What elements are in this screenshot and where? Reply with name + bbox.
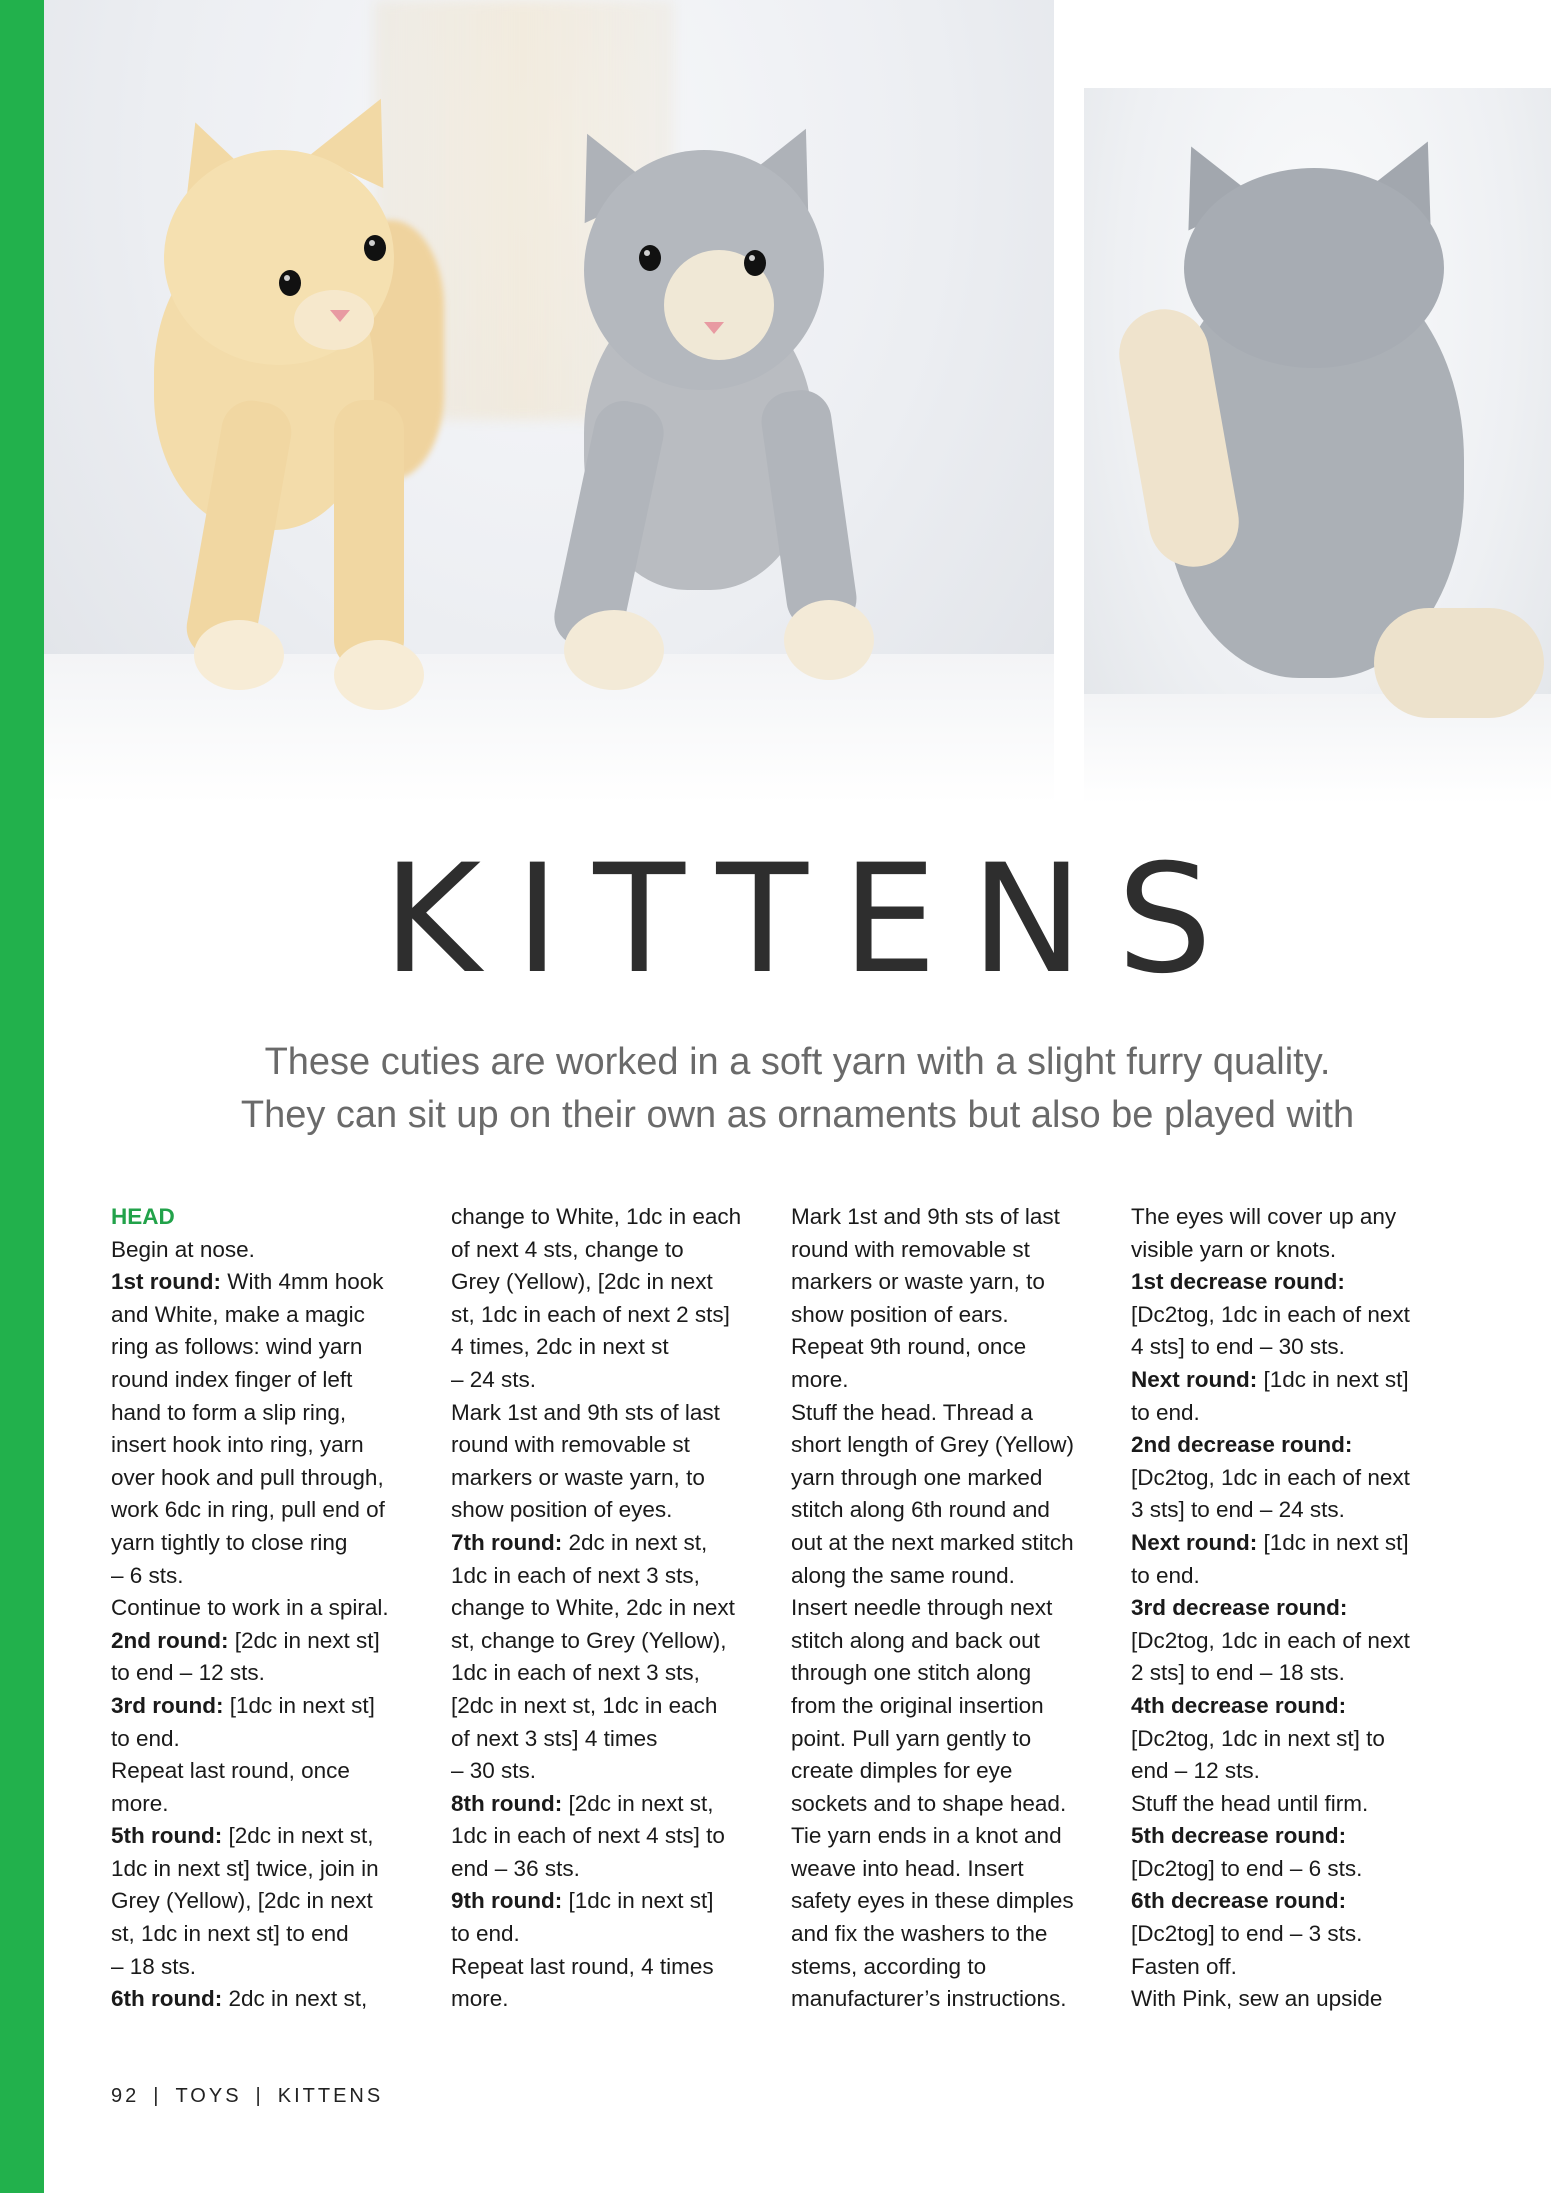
text-line: [451, 1625, 771, 1658]
text-line: [451, 1723, 771, 1756]
text-column-1: [111, 1201, 431, 2016]
instruction-text: from the original insertion: [791, 1692, 1044, 1718]
text-line: [111, 1657, 431, 1690]
instruction-text: manufacturer’s instructions.: [791, 1986, 1067, 2012]
text-line: [451, 1657, 771, 1690]
text-line: [451, 1201, 771, 1234]
text-line: [1131, 1690, 1451, 1723]
text-line: [1131, 1983, 1451, 2016]
round-label: 1st decrease round:: [1131, 1269, 1345, 1295]
instruction-text: change to White, 1dc in each: [451, 1204, 742, 1229]
round-label: 1st round:: [111, 1269, 221, 1295]
text-line: [111, 1592, 431, 1625]
instruction-text: 1dc in each of next 3 sts,: [451, 1660, 700, 1686]
instruction-text: st, 1dc in each of next 2 sts]: [451, 1301, 730, 1327]
text-line: [111, 1331, 431, 1364]
instruction-text: round with removable st: [451, 1432, 690, 1458]
text-line: [791, 1364, 1111, 1397]
text-line: [1131, 1462, 1451, 1495]
text-line: [451, 1820, 771, 1853]
text-line: [111, 1918, 431, 1951]
text-line: [1131, 1592, 1451, 1625]
instruction-text: to end.: [451, 1921, 520, 1947]
instruction-text: more.: [451, 1986, 509, 2012]
footer-article: KITTENS: [277, 2085, 384, 2107]
instruction-text: – 6 sts.: [111, 1562, 184, 1588]
yellow-kitten-toy: [134, 0, 494, 720]
instruction-text: Continue to work in a spiral.: [111, 1595, 389, 1621]
text-column-4: [1131, 1201, 1451, 2016]
instruction-text: hand to form a slip ring,: [111, 1399, 347, 1425]
text-line: [111, 1364, 431, 1397]
text-line: [451, 1462, 771, 1495]
text-line: [111, 1462, 431, 1495]
instruction-text: along the same round.: [791, 1562, 1015, 1588]
instruction-text: Grey (Yellow), [2dc in next: [451, 1269, 713, 1295]
page-footer: [111, 2085, 383, 2108]
instruction-text: visible yarn or knots.: [1131, 1236, 1337, 1262]
text-line: [1131, 1853, 1451, 1886]
subtitle-line-1: These cuties are worked in a soft yarn with a slight furry quality.: [264, 1041, 1331, 1083]
round-label: 4th decrease round:: [1131, 1692, 1347, 1718]
instruction-text: end – 12 sts.: [1131, 1758, 1260, 1784]
text-line: [1131, 1885, 1451, 1918]
text-line: [1131, 1494, 1451, 1527]
round-label: 8th round:: [451, 1790, 563, 1816]
instruction-text: Mark 1st and 9th sts of last: [791, 1204, 1060, 1229]
instruction-text: – 18 sts.: [111, 1953, 197, 1979]
text-line: [451, 1234, 771, 1267]
text-line: [451, 1560, 771, 1593]
photo-two-kittens: [44, 0, 1054, 804]
instruction-text: round index finger of left: [111, 1366, 353, 1392]
round-label: 3rd round:: [111, 1692, 224, 1718]
instruction-text: 1dc in next st] twice, join in: [111, 1855, 379, 1881]
instruction-text: point. Pull yarn gently to: [791, 1725, 1032, 1751]
text-line: [451, 1494, 771, 1527]
text-column-2: [451, 1201, 771, 2016]
text-line: [111, 1755, 431, 1788]
text-line: [1131, 1951, 1451, 1984]
text-line: [111, 1429, 431, 1462]
instruction-text: stitch along and back out: [791, 1627, 1040, 1653]
text-line: [111, 1853, 431, 1886]
instruction-text: round with removable st: [791, 1236, 1030, 1262]
instruction-text: [Dc2tog] to end – 3 sts.: [1131, 1921, 1363, 1947]
instruction-text: 4 sts] to end – 30 sts.: [1131, 1334, 1345, 1360]
instruction-text: [Dc2tog] to end – 6 sts.: [1131, 1855, 1363, 1881]
instruction-text: 2dc in next st,: [562, 1529, 708, 1555]
text-line: [791, 1527, 1111, 1560]
text-line: [111, 1983, 431, 2016]
instruction-text: Begin at nose.: [111, 1236, 255, 1262]
instruction-text: – 30 sts.: [451, 1758, 537, 1784]
round-label: 9th round:: [451, 1888, 563, 1914]
text-line: [1131, 1625, 1451, 1658]
text-line: [1131, 1266, 1451, 1299]
text-line: [1131, 1364, 1451, 1397]
instruction-text: markers or waste yarn, to: [791, 1269, 1045, 1295]
text-line: [791, 1592, 1111, 1625]
text-line: [111, 1494, 431, 1527]
instruction-text: Tie yarn ends in a knot and: [791, 1823, 1062, 1849]
text-line: [111, 1527, 431, 1560]
instruction-text: change to White, 2dc in next: [451, 1595, 735, 1621]
text-line: [451, 1364, 771, 1397]
text-line: [451, 1266, 771, 1299]
instruction-text: to end – 12 sts.: [111, 1660, 265, 1686]
text-line: [451, 1951, 771, 1984]
text-line: [1131, 1299, 1451, 1332]
text-line: [451, 1788, 771, 1821]
footer-separator: |: [153, 2085, 162, 2107]
instruction-text: [1dc in next st]: [223, 1692, 375, 1718]
instruction-text: stems, according to: [791, 1953, 987, 1979]
text-line: [1131, 1201, 1451, 1234]
text-line: [111, 1788, 431, 1821]
text-line: [1131, 1429, 1451, 1462]
instruction-text: more.: [111, 1790, 169, 1816]
text-line: [1131, 1331, 1451, 1364]
text-line: [791, 1494, 1111, 1527]
round-label: 2nd round:: [111, 1627, 229, 1653]
text-line: [791, 1429, 1111, 1462]
green-edge-strip: [0, 0, 44, 2193]
instruction-text: to end.: [1131, 1562, 1200, 1588]
instruction-text: stitch along 6th round and: [791, 1497, 1050, 1523]
text-line: [111, 1560, 431, 1593]
text-line: [451, 1299, 771, 1332]
text-line: [111, 1690, 431, 1723]
instruction-text: more.: [791, 1366, 849, 1392]
instruction-text: [Dc2tog, 1dc in next st] to: [1131, 1725, 1385, 1751]
round-label: 5th decrease round:: [1131, 1823, 1347, 1849]
instruction-text: 1dc in each of next 4 sts] to: [451, 1823, 725, 1849]
text-line: [111, 1625, 431, 1658]
text-line: [111, 1951, 431, 1984]
text-line: [1131, 1234, 1451, 1267]
instruction-text: st, change to Grey (Yellow),: [451, 1627, 727, 1653]
round-label: Next round:: [1131, 1529, 1258, 1555]
text-line: [111, 1820, 431, 1853]
text-line: [791, 1788, 1111, 1821]
text-line: [451, 1527, 771, 1560]
instruction-text: create dimples for eye: [791, 1758, 1013, 1784]
text-line: [791, 1755, 1111, 1788]
instruction-text: end – 36 sts.: [451, 1855, 580, 1881]
text-line: [111, 1234, 431, 1267]
instruction-text: Grey (Yellow), [2dc in next: [111, 1888, 373, 1914]
text-line: [111, 1266, 431, 1299]
instruction-text: Insert needle through next: [791, 1595, 1053, 1621]
text-line: [791, 1723, 1111, 1756]
instruction-text: weave into head. Insert: [791, 1855, 1024, 1881]
text-line: [1131, 1657, 1451, 1690]
text-line: [791, 1266, 1111, 1299]
instruction-text: Mark 1st and 9th sts of last: [451, 1399, 720, 1425]
instruction-text: – 24 sts.: [451, 1366, 537, 1392]
text-line: [111, 1885, 431, 1918]
text-line: [451, 1885, 771, 1918]
instruction-text: [1dc in next st]: [1257, 1529, 1409, 1555]
text-line: [451, 1918, 771, 1951]
instruction-text: Repeat last round, once: [111, 1758, 350, 1784]
text-line: [791, 1690, 1111, 1723]
text-line: [111, 1201, 431, 1234]
instruction-text: markers or waste yarn, to: [451, 1464, 705, 1490]
instruction-text: Repeat last round, 4 times: [451, 1953, 714, 1979]
instruction-text: 3 sts] to end – 24 sts.: [1131, 1497, 1345, 1523]
instruction-text: of next 3 sts] 4 times: [451, 1725, 658, 1751]
text-line: [791, 1951, 1111, 1984]
footer-separator: |: [255, 2085, 264, 2107]
instruction-text: work 6dc in ring, pull end of: [111, 1497, 385, 1523]
text-line: [791, 1331, 1111, 1364]
instruction-text: over hook and pull through,: [111, 1464, 384, 1490]
text-line: [791, 1201, 1111, 1234]
text-line: [451, 1853, 771, 1886]
text-line: [791, 1918, 1111, 1951]
text-line: [451, 1592, 771, 1625]
page-title: KITTENS: [382, 833, 1247, 1007]
photo-kitten-back-view: [1084, 88, 1551, 804]
text-line: [451, 1690, 771, 1723]
round-label: Next round:: [1131, 1366, 1258, 1392]
instruction-text: [2dc in next st]: [228, 1627, 380, 1653]
instruction-text: 4 times, 2dc in next st: [451, 1334, 669, 1360]
instruction-text: out at the next marked stitch: [791, 1529, 1074, 1555]
round-label: 3rd decrease round:: [1131, 1595, 1348, 1621]
text-line: [451, 1331, 771, 1364]
grey-kitten-back-toy: [1084, 88, 1551, 804]
text-line: [1131, 1788, 1451, 1821]
text-line: [1131, 1918, 1451, 1951]
instruction-text: safety eyes in these dimples: [791, 1888, 1074, 1914]
instruction-text: through one stitch along: [791, 1660, 1032, 1686]
instruction-text: insert hook into ring, yarn: [111, 1432, 364, 1458]
instruction-text: 1dc in each of next 3 sts,: [451, 1562, 700, 1588]
text-line: [791, 1983, 1111, 2016]
round-label: 5th round:: [111, 1823, 223, 1849]
instruction-text: yarn tightly to close ring: [111, 1529, 348, 1555]
instruction-text: Fasten off.: [1131, 1953, 1237, 1979]
round-label: 6th decrease round:: [1131, 1888, 1347, 1914]
text-line: [451, 1397, 771, 1430]
text-line: [1131, 1527, 1451, 1560]
text-line: [791, 1885, 1111, 1918]
text-line: [1131, 1397, 1451, 1430]
text-line: [791, 1853, 1111, 1886]
text-line: [791, 1820, 1111, 1853]
instruction-text: Repeat 9th round, once: [791, 1334, 1027, 1360]
instruction-text: of next 4 sts, change to: [451, 1236, 684, 1262]
text-line: [791, 1397, 1111, 1430]
footer-section: TOYS: [175, 2085, 242, 2107]
instruction-text: yarn through one marked: [791, 1464, 1043, 1490]
text-line: [791, 1234, 1111, 1267]
instruction-text: short length of Grey (Yellow): [791, 1432, 1075, 1458]
text-line: [1131, 1755, 1451, 1788]
text-column-3: [791, 1201, 1111, 2016]
instruction-text: With 4mm hook: [221, 1269, 384, 1295]
instruction-text: With Pink, sew an upside: [1131, 1986, 1383, 2012]
text-line: [791, 1299, 1111, 1332]
instruction-text: 2dc in next st,: [222, 1986, 368, 2012]
text-line: [791, 1625, 1111, 1658]
instruction-text: st, 1dc in next st] to end: [111, 1921, 349, 1947]
instruction-text: to end.: [111, 1725, 180, 1751]
text-line: [111, 1299, 431, 1332]
instruction-text: [2dc in next st,: [222, 1823, 374, 1849]
text-line: [1131, 1560, 1451, 1593]
instruction-text: show position of ears.: [791, 1301, 1009, 1327]
text-line: [451, 1755, 771, 1788]
page-number: 92: [111, 2085, 140, 2107]
instruction-text: sockets and to shape head.: [791, 1790, 1067, 1816]
text-line: [1131, 1820, 1451, 1853]
instruction-text: [Dc2tog, 1dc in each of next: [1131, 1301, 1410, 1327]
text-line: [1131, 1723, 1451, 1756]
page-subtitle: [44, 1036, 1551, 1142]
instruction-text: [1dc in next st]: [562, 1888, 714, 1914]
instruction-text: Stuff the head. Thread a: [791, 1399, 1033, 1425]
instruction-text: [Dc2tog, 1dc in each of next: [1131, 1627, 1410, 1653]
text-line: [791, 1560, 1111, 1593]
instruction-text: and White, make a magic: [111, 1301, 365, 1327]
instruction-text: ring as follows: wind yarn: [111, 1334, 363, 1360]
text-line: [791, 1462, 1111, 1495]
round-label: 6th round:: [111, 1986, 223, 2012]
text-line: [111, 1397, 431, 1430]
round-label: 2nd decrease round:: [1131, 1432, 1353, 1458]
text-line: [791, 1657, 1111, 1690]
instruction-text: show position of eyes.: [451, 1497, 673, 1523]
subtitle-line-2: They can sit up on their own as ornaments but also be played with: [240, 1094, 1355, 1136]
section-heading: HEAD: [111, 1204, 175, 1229]
instruction-text: to end.: [1131, 1399, 1200, 1425]
text-line: [451, 1429, 771, 1462]
text-line: [111, 1723, 431, 1756]
grey-kitten-toy: [544, 0, 904, 720]
instruction-text: 2 sts] to end – 18 sts.: [1131, 1660, 1345, 1686]
round-label: 7th round:: [451, 1529, 563, 1555]
instruction-text: [1dc in next st]: [1257, 1366, 1409, 1392]
instruction-text: and fix the washers to the: [791, 1921, 1048, 1947]
instruction-text: [Dc2tog, 1dc in each of next: [1131, 1464, 1410, 1490]
text-line: [451, 1983, 771, 2016]
instruction-text: Stuff the head until firm.: [1131, 1790, 1369, 1816]
instruction-text: [2dc in next st,: [562, 1790, 714, 1816]
instruction-text: [2dc in next st, 1dc in each: [451, 1692, 718, 1718]
instruction-text: The eyes will cover up any: [1131, 1204, 1397, 1229]
